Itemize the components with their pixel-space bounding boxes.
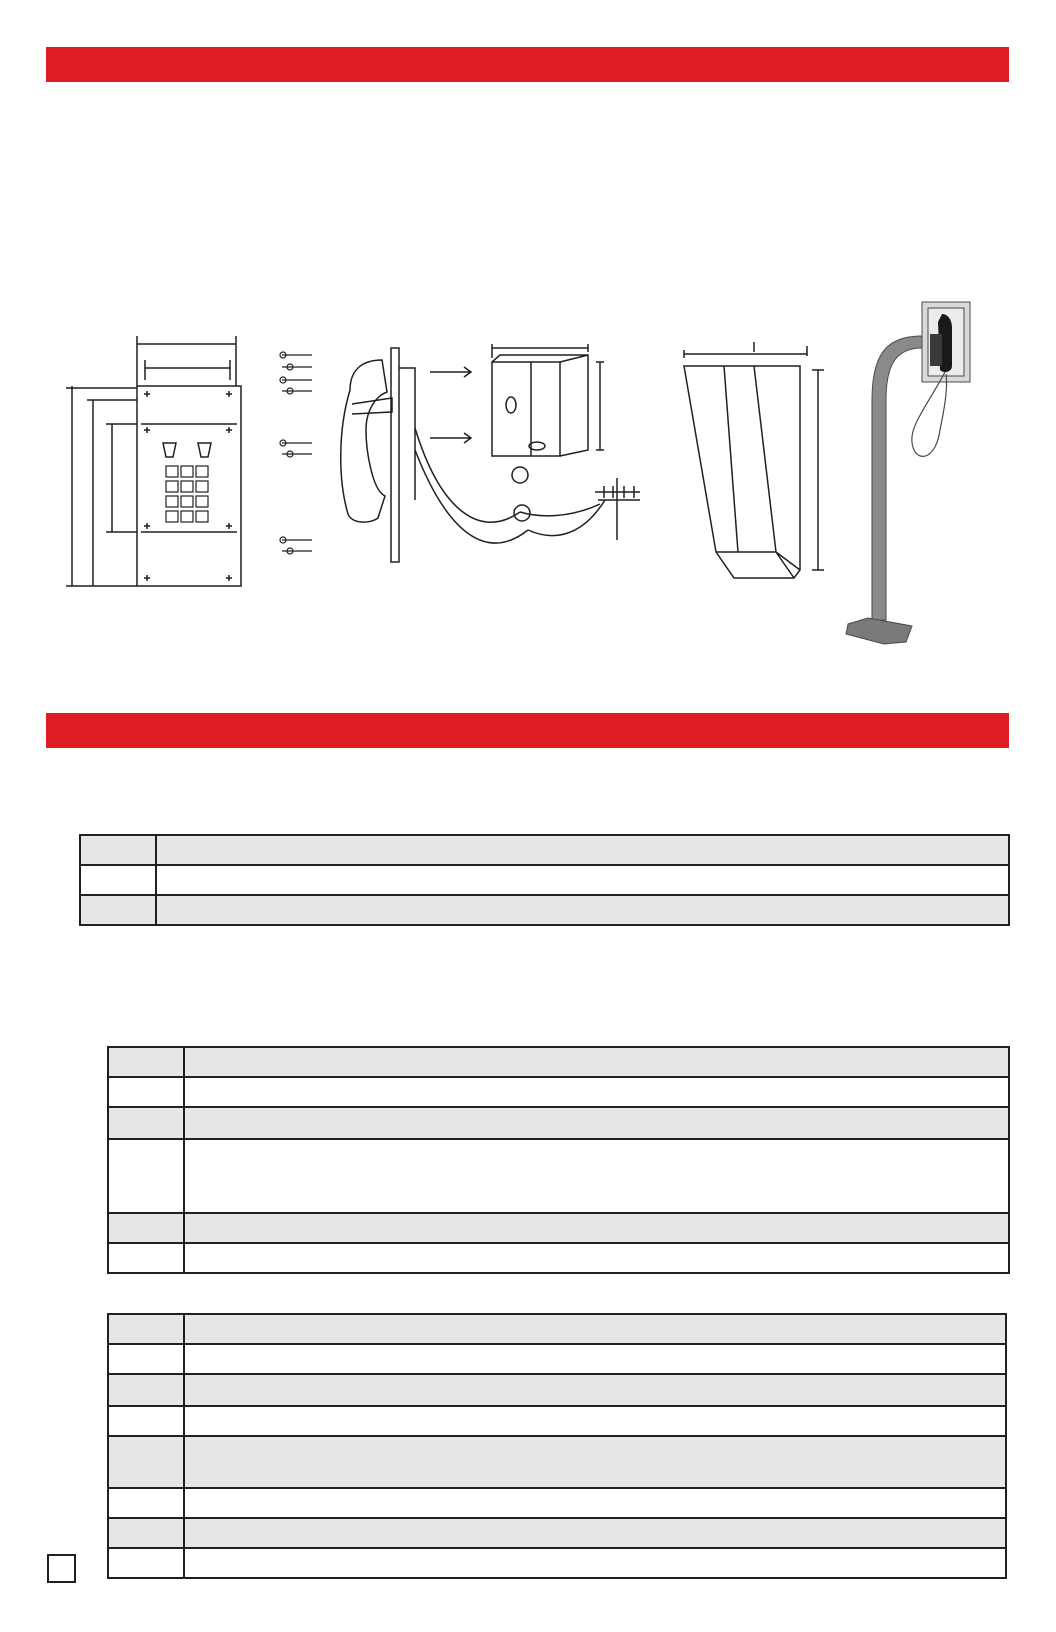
table-cell [184,1518,1006,1548]
table-row [80,835,1009,865]
table-cell [108,1518,184,1548]
table-row [108,1107,1009,1139]
table-cell [108,1374,184,1406]
table-cell [184,1243,1009,1273]
table-cell [80,895,156,925]
table-cell [80,865,156,895]
spec-table-1 [79,834,1010,926]
spec-table-2 [107,1046,1010,1274]
table-cell [184,1374,1006,1406]
table-cell [156,895,1009,925]
table-row [108,1243,1009,1273]
phone-faceplate-icon [66,336,241,586]
table-row [108,1374,1006,1406]
hood-enclosure-icon [684,342,824,578]
table-cell [108,1139,184,1213]
spec-table-3 [107,1313,1007,1579]
table-cell [184,1488,1006,1518]
table-cell [108,1436,184,1488]
post-mounted-phone-icon [846,302,970,644]
table-cell [184,1139,1009,1213]
table-cell [108,1213,184,1243]
table-row [108,1344,1006,1374]
table-cell [108,1488,184,1518]
section-header-bar-middle [46,713,1009,748]
table-cell [108,1344,184,1374]
table-cell [108,1047,184,1077]
table-row [80,865,1009,895]
table-cell [184,1314,1006,1344]
table-cell [184,1436,1006,1488]
table-cell [108,1548,184,1578]
table-row [108,1488,1006,1518]
page-number-box [47,1554,76,1583]
table-row [108,1548,1006,1578]
table-row [108,1314,1006,1344]
table-row [108,1436,1006,1488]
table-cell [80,835,156,865]
table-row [108,1047,1009,1077]
table-row [108,1213,1009,1243]
table-cell [108,1314,184,1344]
table-row [108,1518,1006,1548]
table-row [108,1406,1006,1436]
table-row [80,895,1009,925]
table-cell [108,1406,184,1436]
backbox-icon [430,344,604,521]
table-cell [184,1548,1006,1578]
table-cell [184,1344,1006,1374]
table-cell [108,1243,184,1273]
table-cell [184,1077,1009,1107]
product-illustration [0,300,1056,680]
table-cell [156,865,1009,895]
telephone-pole-icon [595,478,640,540]
table-row [108,1077,1009,1107]
table-cell [184,1047,1009,1077]
table-cell [108,1077,184,1107]
screw-icon [280,352,312,554]
table-cell [184,1107,1009,1139]
table-cell [184,1213,1009,1243]
table-row [108,1139,1009,1213]
table-cell [184,1406,1006,1436]
table-cell [156,835,1009,865]
table-cell [108,1107,184,1139]
section-header-bar-top [46,47,1009,82]
